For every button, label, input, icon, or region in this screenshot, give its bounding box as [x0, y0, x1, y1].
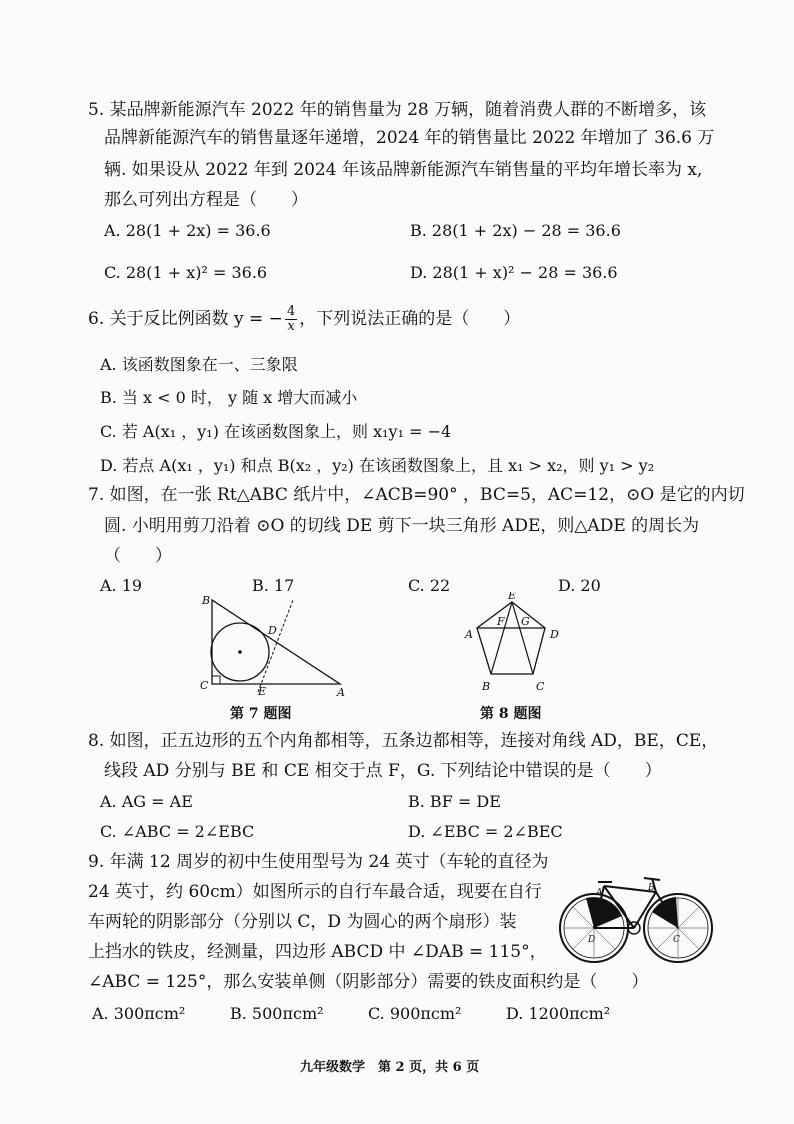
- q5-line-1: 5. 某品牌新能源汽车 2022 年的销售量为 28 万辆，随着消费人群的不断增多，该: [88, 100, 707, 120]
- fig8-diagonal-ce: [512, 602, 533, 674]
- q6-option-d: D. 若点 A(x₁ ，y₁) 和点 B(x₂ ，y₂) 在该函数图象上，且 x₁ > x₂，则 y₁ > y₂: [100, 456, 655, 475]
- q9-option-a: A. 300πcm²: [92, 1004, 186, 1023]
- q6-stem-suffix: ，下列说法正确的是（ ）: [299, 309, 521, 329]
- q6-stem-prefix: 6. 关于反比例函数 y = −: [88, 309, 283, 329]
- q5-option-d: D. 28(1 + x)² − 28 = 36.6: [410, 263, 618, 282]
- q7-line-1: 7. 如图，在一张 Rt△ABC 纸片中，∠ACB=90° ，BC=5，AC=12，⊙O 是它的内切: [88, 485, 745, 505]
- q5-option-a: A. 28(1 + 2x) = 36.6: [104, 221, 271, 240]
- q9-line-4: 上挡水的铁皮，经测量，四边形 ABCD 中 ∠DAB = 115°，: [88, 942, 547, 962]
- figure-8-caption: 第 8 题图: [480, 706, 542, 722]
- figure-7-caption: 第 7 题图: [230, 706, 292, 722]
- q6-option-b: B. 当 x < 0 时， y 随 x 增大而减小: [100, 388, 358, 407]
- fig7-label-c: C: [200, 679, 209, 692]
- fig8-label-a: A: [465, 628, 473, 641]
- figure-8-regular-pentagon: [455, 592, 575, 697]
- bike-label-a: A: [596, 888, 603, 898]
- q8-option-d: D. ∠EBC = 2∠BEC: [408, 822, 563, 841]
- bike-label-c: C: [673, 935, 680, 945]
- q9-option-d: D. 1200πcm²: [506, 1004, 611, 1023]
- fig8-label-f: F: [497, 615, 505, 628]
- fig8-diagonal-be: [491, 602, 512, 674]
- q6-fraction-denominator: x: [287, 319, 295, 334]
- fig8-pentagon: [477, 602, 545, 674]
- fig8-label-d: D: [550, 628, 559, 641]
- fig7-label-d: D: [268, 624, 277, 637]
- q9-option-b: B. 500πcm²: [230, 1004, 324, 1023]
- q9-line-3: 车两轮的阴影部分（分别以 C，D 为圆心的两个扇形）装: [88, 912, 517, 932]
- q8-line-2: 线段 AD 分别与 BE 和 CE 相交于点 F，G. 下列结论中错误的是（ ）: [104, 761, 662, 781]
- fig7-label-b: B: [202, 594, 211, 607]
- fig7-center-point: [238, 650, 242, 654]
- bicycle-figure: [556, 868, 716, 968]
- fig8-label-e: E: [508, 592, 517, 602]
- fig7-right-angle-mark: [212, 676, 220, 684]
- q7-option-a: A. 19: [100, 576, 143, 595]
- q5-option-b: B. 28(1 + 2x) − 28 = 36.6: [410, 221, 621, 240]
- fig8-label-g: G: [521, 615, 530, 628]
- q6-stem: [88, 305, 520, 334]
- figure-7-right-triangle: [190, 592, 360, 697]
- q6-fraction: [285, 305, 297, 334]
- fig7-label-e: E: [258, 685, 267, 697]
- fig8-label-c: C: [536, 680, 545, 693]
- q7-line-3: （ ）: [104, 546, 172, 566]
- q8-line-1: 8. 如图，正五边形的五个内角都相等，五条边都相等，连接对角线 AD，BE，CE，: [88, 731, 719, 751]
- q9-line-2: 24 英寸，约 60cm）如图所示的自行车最合适，现要在自行: [88, 882, 542, 902]
- q6-fraction-numerator: 4: [286, 304, 296, 319]
- q9-line-5: ∠ABC = 125°，那么安装单侧（阴影部分）需要的铁皮面积约是（ ）: [88, 972, 649, 992]
- q7-option-b: B. 17: [252, 576, 295, 595]
- q9-line-1: 9. 年满 12 周岁的初中生使用型号为 24 英寸（车轮的直径为: [88, 852, 549, 872]
- q5-line-4: 那么可列出方程是（ ）: [104, 190, 308, 210]
- fig8-label-b: B: [482, 680, 491, 693]
- fig7-triangle-abc: [212, 600, 340, 684]
- fig7-tangent-de: [258, 600, 293, 692]
- q5-line-2: 品牌新能源汽车的销售量逐年递增，2024 年的销售量比 2022 年增加了 36.6 万: [104, 128, 715, 148]
- q9-option-c: C. 900πcm²: [368, 1004, 462, 1023]
- fig7-label-a: A: [337, 686, 345, 697]
- q8-option-a: A. AG = AE: [100, 792, 193, 811]
- q8-option-b: B. BF = DE: [408, 792, 501, 811]
- q7-option-d: D. 20: [558, 576, 601, 595]
- q6-option-a: A. 该函数图象在一、三象限: [100, 355, 298, 374]
- bike-label-d: D: [588, 935, 596, 945]
- q8-option-c: C. ∠ABC = 2∠EBC: [100, 822, 255, 841]
- page-footer: 九年级数学 第 2 页，共 6 页: [300, 1060, 480, 1075]
- q6-option-c: C. 若 A(x₁ ，y₁) 在该函数图象上，则 x₁y₁ = −4: [100, 422, 452, 441]
- bike-label-b: B: [648, 883, 655, 893]
- q5-line-3: 辆. 如果设从 2022 年到 2024 年该品牌新能源汽车销售量的平均年增长率为 x,: [104, 160, 703, 180]
- q5-option-c: C. 28(1 + x)² = 36.6: [104, 263, 268, 282]
- q7-option-c: C. 22: [408, 576, 451, 595]
- q7-line-2: 圆. 小明用剪刀沿着 ⊙O 的切线 DE 剪下一块三角形 ADE，则△ADE 的周长为: [104, 516, 700, 536]
